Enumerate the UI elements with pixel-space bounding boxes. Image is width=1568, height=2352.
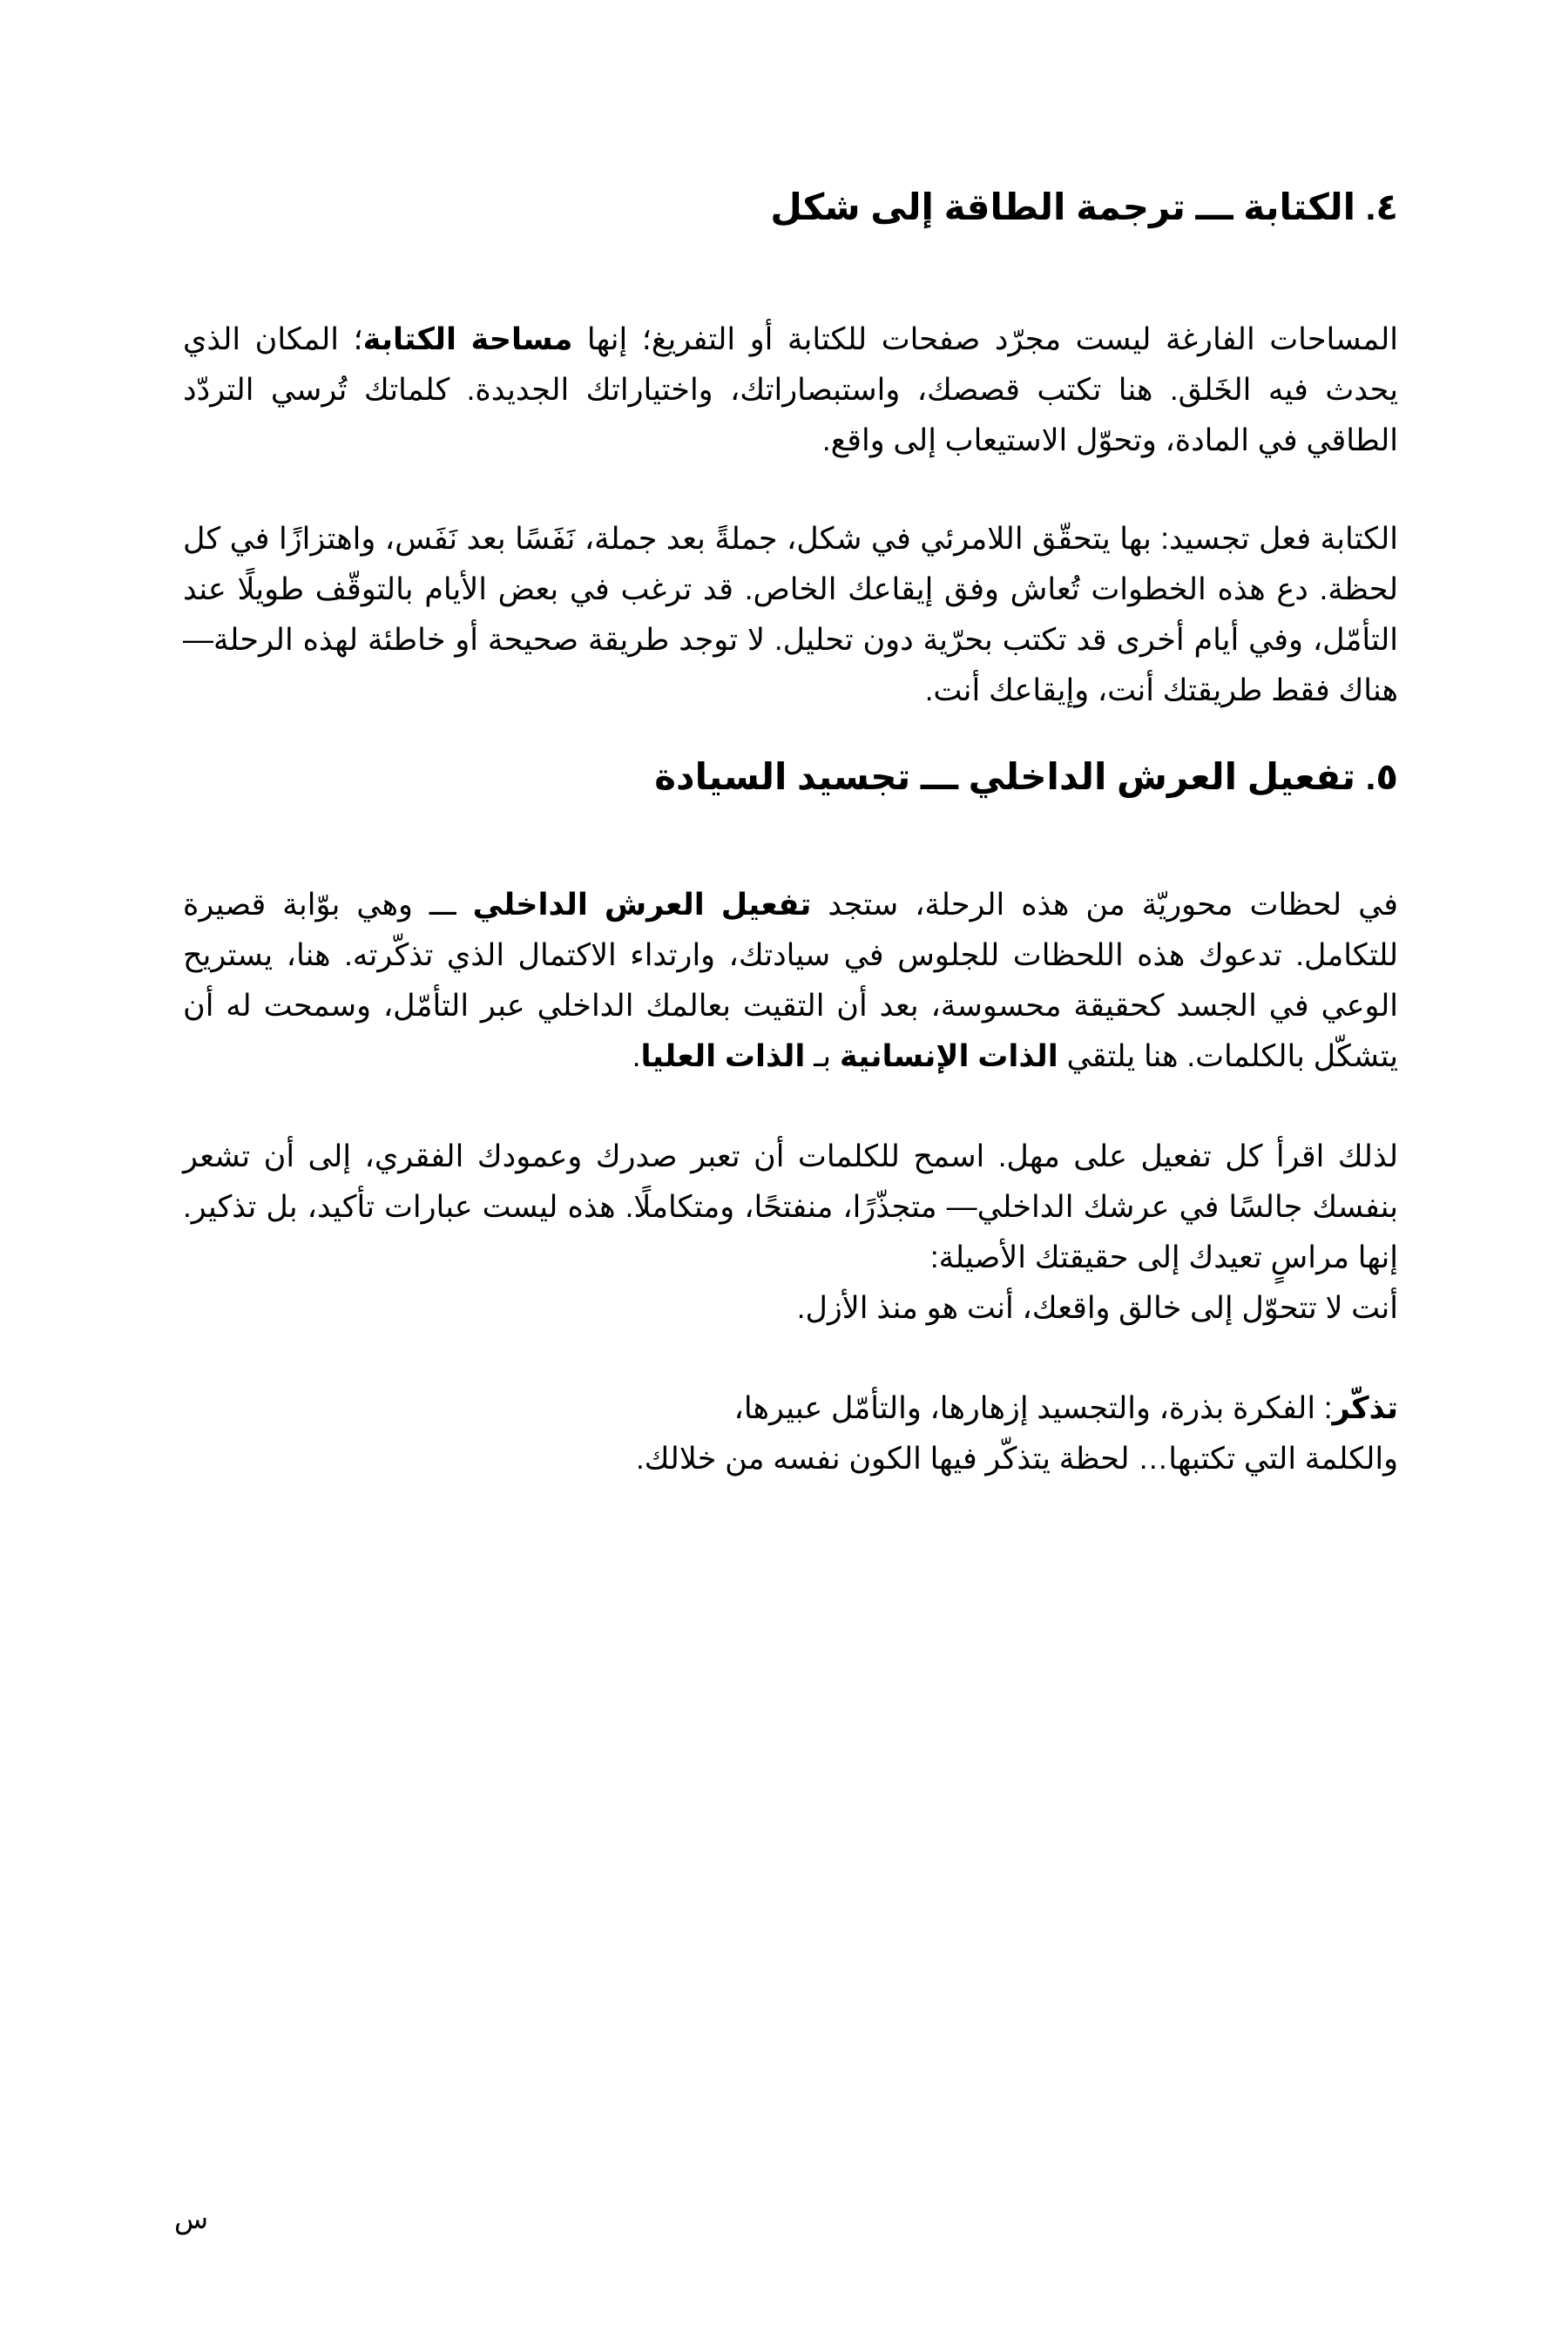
paragraph-text: ؛ المكان الذي يحدث فيه الخَلق. هنا تكتب قصصك، واستبصاراتك، واختياراتك الجديدة. كلماتك تُرسي التردّد الطاقي في المادة، وتحوّل الاستيعاب إلى واقع. (183, 322, 1398, 457)
paragraph-text: في لحظات محوريّة من هذه الرحلة، ستجد (811, 888, 1398, 922)
section-5-paragraph-1 (183, 880, 1398, 1082)
page-number: س (174, 2203, 209, 2234)
reminder-line-2: والكلمة التي تكتبها… لحظة يتذكّر فيها الكون نفسه من خلالك. (635, 1442, 1398, 1476)
section-5-reminder (183, 1383, 1398, 1484)
section-5-paragraph-2 (183, 1132, 1398, 1334)
page-content (183, 166, 1398, 1484)
bold-term-remember: تذكّر (1332, 1391, 1398, 1425)
paragraph-text: بـ (805, 1039, 840, 1073)
paragraph-text: لذلك اقرأ كل تفعيل على مهل. اسمح للكلمات أن تعبر صدرك وعمودك الفقري، إلى أن تشعر بنفسك جالسًا في عرشك الداخلي— متجذّرًا، منفتحًا، ومتكاملًا. هذه ليست عبارات تأكيد، بل تذكير. إنها مراسٍ تعيدك إلى حقيقتك الأصيلة: (183, 1139, 1398, 1274)
paragraph-text: المساحات الفارغة ليست مجرّد صفحات للكتابة أو التفريغ؛ إنها (572, 322, 1398, 356)
section-4-paragraph-1 (183, 314, 1398, 466)
paragraph-text: . (632, 1039, 641, 1073)
paragraph-text: : الفكرة بذرة، والتجسيد إزهارها، والتأمّل عبيرها، (733, 1391, 1333, 1425)
bold-term-inner-throne: تفعيل العرش الداخلي (472, 888, 812, 922)
bold-term-higher-self: الذات العليا (640, 1039, 806, 1073)
reminder-line-1 (183, 1383, 1398, 1434)
bold-term-human-self: الذات الإنسانية (839, 1039, 1058, 1073)
section-4-paragraph-2: الكتابة فعل تجسيد: بها يتحقّق اللامرئي في شكل، جملةً بعد جملة، نَفَسًا بعد نَفَس، واهتزازًا في كل لحظة. دع هذه الخطوات تُعاش وفق إيقاعك الخاص. قد ترغب في بعض الأيام بالتوقّف طويلًا عند التأمّل، وفي أيام أخرى قد تكتب بحرّية دون تحليل. لا توجد طريقة صحيحة أو خاطئة لهذه الرحلة—هناك فقط طريقتك أنت، وإيقاعك أنت. (183, 522, 1398, 707)
section-4-heading: ٤. الكتابة ـــ ترجمة الطاقة إلى شكل (770, 186, 1398, 227)
section-5-heading: ٥. تفعيل العرش الداخلي ـــ تجسيد السيادة (654, 756, 1398, 797)
paragraph-last-line: أنت لا تتحوّل إلى خالق واقعك، أنت هو منذ الأزل. (796, 1291, 1398, 1325)
bold-term-writing-space: مساحة الكتابة (362, 322, 573, 356)
paragraph-text: ـــ وهي بوّابة قصيرة للتكامل. تدعوك هذه اللحظات للجلوس في سيادتك، وارتداء الاكتمال الذي تذكّرته. هنا، يستريح الوعي في الجسد كحقيقة محسوسة، بعد أن التقيت بعالمك الداخلي عبر التأمّل، وسمحت له أن يتشكّل بالكلمات. هنا يلتقي (183, 888, 1398, 1073)
